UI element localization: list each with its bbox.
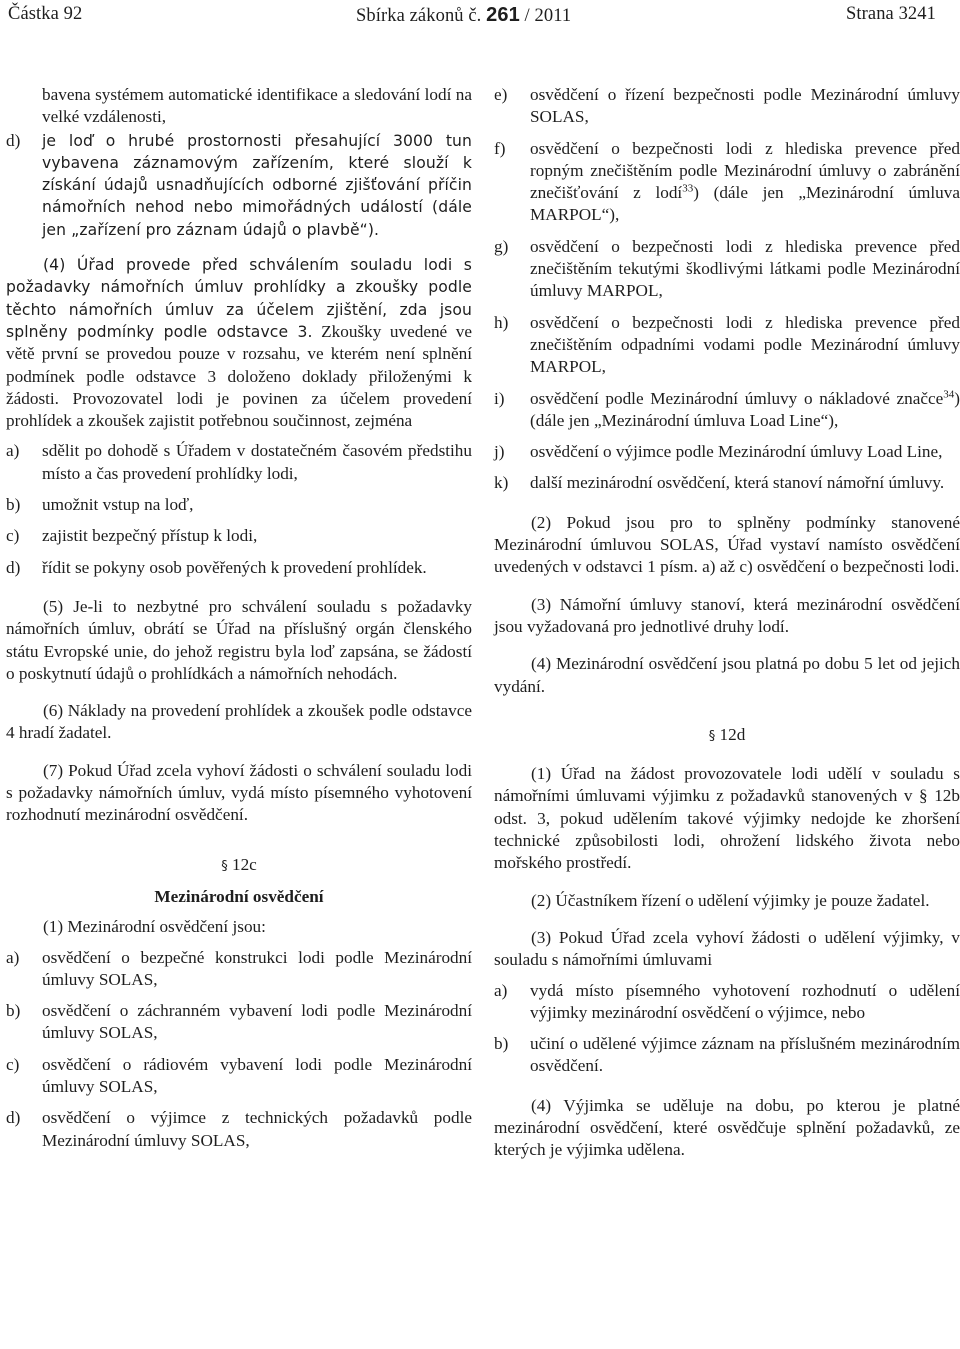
list-item-text: umožnit vstup na loď, [42, 495, 194, 515]
list-item [494, 138, 960, 227]
list-item-label: h) [494, 312, 509, 332]
list-item [6, 1054, 472, 1099]
certificate-list-continued [494, 84, 960, 495]
list-item-text: další mezinárodní osvědčení, která stanoví námořní úmluvy. [530, 473, 945, 493]
list-item [494, 1033, 960, 1078]
exemption-list [494, 980, 960, 1078]
list-item-text: zajistit bezpečný přístup k lodi, [42, 526, 258, 546]
paragraph-6: (6) Náklady na provedení prohlídek a zkoušek podle odstavce 4 hradí žadatel. [6, 701, 472, 743]
paragraph-7: (7) Pokud Úřad zcela vyhoví žádosti o schválení souladu lodi s požadavky námořních úmluv, vydá místo písemného vyhotovení rozhodnutí mezinárodní osvědčení. [6, 760, 472, 825]
list-item-line: vybavena záznamovým zařízením, které slouží k získání údajů usnadňujících odborné zjišťování příčin námořních nehod nebo mimořádných událostí (dále jen „zařízení pro záznam údajů o plavbě“). [42, 153, 472, 239]
header-part: Částka 92 [8, 4, 83, 24]
list-item-label: e) [494, 85, 508, 104]
list-item-text: osvědčení o bezpečnosti lodi z hlediska prevence před znečištěním tekutými škodlivými látkami podle Mezinárodní úmluvy MARPOL, [530, 236, 960, 301]
section-12d-paragraph-1: (1) Úřad na žádost provozovatele lodi udělí v souladu s námořními úmluvami výjimku z požadavků stanovených v § 12b odst. 3, pokud udělením takové výjimky nedojde ke zhoršení technické způsobilosti lodi, ohrožení lidského života nebo mořského prostředí. [494, 764, 960, 873]
list-item [6, 947, 472, 992]
section-12c-paragraph-2: (2) Pokud jsou pro to splněny podmínky stanovené Mezinárodní úmluvou SOLAS, Úřad vystaví namísto osvědčení uvedených v odstavci 1 písm. a) až c) osvědčení o bezpečnosti lodi. [494, 512, 960, 577]
list-item-label: g) [494, 236, 509, 256]
list-item-label: j) [494, 442, 505, 462]
footnote-ref: 34 [943, 387, 955, 400]
list-item-text: řídit se pokyny osob pověřených k provedení prohlídek. [42, 557, 427, 577]
paragraph-4-part1: (4) Úřad provede před schválením souladu lodi s požadavky námořních úmluv prohlídky a zkoušky podle těchto námořních úmluv za účelem zjištění, zda jsou splněny podmínky podle odstavce 3. [6, 256, 472, 341]
section-title: Mezinárodní osvědčení [154, 886, 324, 906]
header-collection-number: 261 [486, 4, 520, 26]
list-item-label: a) [6, 441, 20, 461]
section-12d-paragraph-2: (2) Účastníkem řízení o udělení výjimky je pouze žadatel. [531, 890, 930, 910]
list-item-label: c) [6, 526, 20, 546]
header-page: Strana 3241 [846, 4, 936, 24]
list-item-label: a) [6, 947, 20, 967]
section-mark: § [708, 728, 716, 744]
list-item-label: b) [6, 1001, 21, 1021]
list-item [6, 525, 472, 547]
list-item [6, 1000, 472, 1045]
paragraph-4 [6, 254, 472, 432]
list-item-text [530, 388, 960, 433]
list-item [494, 980, 960, 1025]
list-item-text: osvědčení o rádiovém vybavení lodi podle Mezinárodní úmluvy SOLAS, [42, 1054, 472, 1096]
header-collection [356, 4, 571, 30]
list-item-label: d) [6, 1108, 21, 1128]
list-item-text [42, 130, 472, 241]
list-item [494, 236, 960, 303]
list-item-label: d) [6, 130, 21, 150]
list-item-text-part: osvědčení o bezpečnosti lodi z hlediska prevence před ropným znečištěním podle Mezinárodní úmluvy o zabránění znečišťování z lodí [530, 138, 960, 203]
list-item-d-ship [6, 130, 472, 241]
footnote-ref: 33 [682, 182, 694, 195]
paragraph-5: (5) Je-li to nezbytné pro schválení souladu s požadavky námořních úmluv, obrátí se Úřad na příslušný orgán členského státu Evropské unie, do jehož registru byla loď zapsána, se žádostí o poskytnutí údajů o prohlídkách a námořních nehodách. [6, 596, 472, 683]
list-item-line: je loď o hrubé prostornosti přesahující 3000 tun [42, 131, 472, 150]
section-number: 12d [719, 724, 746, 744]
list-item [494, 84, 960, 129]
header-collection-suffix: / 2011 [519, 6, 572, 26]
section-12d-paragraph-4: (4) Výjimka se uděluje na dobu, po kterou je platné mezinárodní osvědčení, které osvědčuje splnění požadavků, ze kterých je výjimka udělena. [494, 1095, 960, 1160]
list-item-text-part: ) (dále jen „Mezinárodní úmluva MARPOL“), [530, 183, 960, 225]
section-heading-12c [6, 854, 472, 878]
section-12c-paragraph-3: (3) Námořní úmluvy stanoví, která mezinárodní osvědčení jsou vyžadovaná pro jednotlivé druhy lodí. [494, 594, 960, 636]
list-item-label: b) [494, 1034, 509, 1054]
list-item [6, 494, 472, 516]
section-number: 12c [231, 854, 257, 874]
list-item-text: osvědčení o záchranném vybavení lodi podle Mezinárodní úmluvy SOLAS, [42, 1001, 472, 1043]
list-item-text [530, 138, 960, 227]
list-item-label: a) [494, 980, 508, 1000]
list-item [494, 441, 960, 463]
paragraph-4-list [6, 440, 472, 578]
list-item-text: osvědčení o bezpečnosti lodi z hlediska prevence před znečištěním odpadními vodami podle Mezinárodní úmluvy MARPOL, [530, 312, 960, 377]
list-item-text: osvědčení o výjimce z technických požadavků podle Mezinárodní úmluvy SOLAS, [42, 1108, 472, 1150]
section-12d-paragraph-3: (3) Pokud Úřad zcela vyhoví žádosti o udělení výjimky, v souladu s námořními úmluvami [494, 927, 960, 970]
list-item [494, 312, 960, 379]
right-column [494, 84, 960, 1162]
paragraph-4-part2: Zkoušky uvedené ve větě první se provedou pouze v rozsahu, ve kterém není splnění podmínek podle odstavce 3 doloženo doklady přiloženými k žádosti. Provozovatel lodi je povinen za účelem provedení prohlídek a zkoušek zajistit potřebnou součinnost, zejména [6, 321, 472, 431]
list-item-text: vydá místo písemného vyhotovení rozhodnutí o udělení výjimky mezinárodní osvědčení o výjimce, nebo [530, 980, 960, 1022]
list-item [6, 557, 472, 579]
list-item-label: i) [494, 388, 505, 408]
header-collection-prefix: Sbírka zákonů č. [356, 6, 487, 26]
list-item [494, 472, 960, 494]
list-item-label: d) [6, 557, 21, 577]
list-item-text: osvědčení o výjimce podle Mezinárodní úmluvy Load Line, [530, 442, 943, 462]
list-item-text: učiní o udělené výjimce záznam na příslušném mezinárodním osvědčení. [530, 1034, 960, 1076]
list-item-label: f) [494, 138, 506, 158]
list-item-text-part: ) (dále jen „Mezinárodní úmluva Load Line“), [530, 388, 960, 430]
section-heading-12d [494, 724, 960, 748]
list-item-text-part: osvědčení podle Mezinárodní úmluvy o nákladové značce [530, 388, 944, 408]
certificate-list [6, 947, 472, 1152]
section-12c-paragraph-1: (1) Mezinárodní osvědčení jsou: [43, 917, 266, 937]
list-item [494, 388, 960, 433]
list-item [6, 1107, 472, 1152]
list-item-label: b) [6, 495, 21, 515]
intro-continuation: bavena systémem automatické identifikace a sledování lodí na velké vzdálenosti, [42, 85, 472, 127]
list-item-text: sdělit po dohodě s Úřadem v dostatečném časovém předstihu místo a čas provedení prohlídky lodi, [42, 441, 472, 483]
list-item-text: osvědčení o bezpečné konstrukci lodi podle Mezinárodní úmluvy SOLAS, [42, 947, 472, 989]
section-mark: § [221, 858, 228, 874]
left-column [6, 84, 472, 1152]
list-item-label: k) [494, 473, 509, 493]
list-item-label: c) [6, 1054, 20, 1074]
list-item [6, 440, 472, 485]
section-12c-paragraph-4: (4) Mezinárodní osvědčení jsou platná po dobu 5 let od jejich vydání. [494, 654, 960, 696]
list-item-text: osvědčení o řízení bezpečnosti podle Mezinárodní úmluvy SOLAS, [530, 85, 960, 127]
